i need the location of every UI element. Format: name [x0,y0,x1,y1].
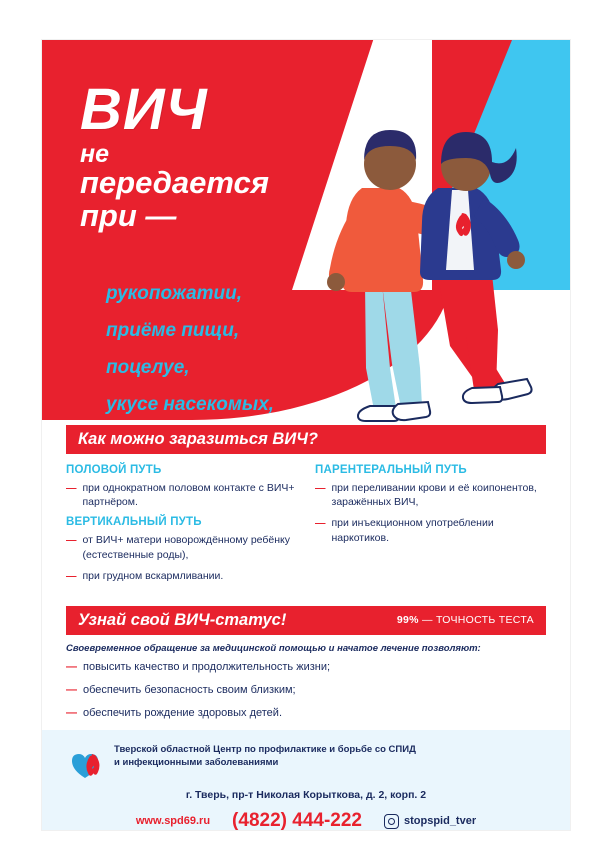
list-item [80,320,340,342]
list-item [315,481,546,509]
item-text: при переливании крови и её коипонентов, заражённых ВИЧ, [331,482,537,509]
list-item [66,569,297,583]
website-link[interactable]: www.spd69.ru [135,815,211,827]
way-label: поцелуе, [106,357,190,378]
subtitle-parenteral: ПАРЕНТЕРАЛЬНЫЙ ПУТЬ [315,464,467,476]
organization-logo-icon [66,744,106,784]
list-item [80,394,340,416]
accuracy-value: 99% [396,614,419,627]
list-item [66,660,546,675]
list-item [66,706,546,721]
item-text: обеспечить безопасность своим близким; [83,683,296,696]
transmission-column-right [315,464,546,590]
item-text: при однократном половом контакте с ВИЧ+ партнёром. [82,482,295,509]
subtitle-sexual: ПОЛОВОЙ ПУТЬ [66,464,162,476]
title-peredaetsya: передается [80,165,270,201]
status-section [42,606,570,721]
dash-bullet-icon: — [80,283,99,304]
way-label: приёме пищи, [106,320,240,341]
footer [42,730,570,830]
transmission-heading-bar [66,425,546,454]
status-heading-bar [66,606,546,635]
dash-bullet-icon: — [315,517,326,530]
title-ne: не [80,140,110,169]
dash-bullet-icon: — [66,482,77,494]
poster-title [80,77,270,233]
dash-bullet-icon: — [80,394,99,415]
dash-bullet-icon: — [66,683,77,696]
subtitle-vertical: ВЕРТИКАЛЬНЫЙ ПУТЬ [66,516,202,529]
organization-name [114,744,416,770]
item-text: повысить качество и продолжительность жизни; [83,660,331,673]
instagram-handle[interactable] [384,814,476,829]
ways-list [80,283,340,425]
list-item [66,533,297,561]
list-item [80,283,340,305]
list-item [66,481,297,509]
poster [42,40,570,830]
item-text: от ВИЧ+ матери новорождённому ребёнку (естественные роды), [82,534,291,561]
dash-bullet-icon: — [66,706,77,719]
org-line-2: и инфекционными заболеваниями [114,756,279,768]
list-item [80,357,340,379]
way-label: рукопожатии, [106,283,243,304]
organization-address: г. Тверь, пр-т Николая Корыткова, д. 2, корп. 2 [185,789,427,801]
dash-bullet-icon: — [315,482,326,494]
title-pri: при — [80,197,177,233]
item-text: при грудном вскармливании. [82,569,224,582]
dash-bullet-icon: — [80,320,99,341]
item-text: при инъекционном употреблении наркотиков. [331,517,494,544]
list-item [315,516,546,544]
instagram-icon [384,814,399,829]
status-accuracy-note [397,614,534,626]
org-line-1: Тверской областной Центр по профилактике и борьбе со СПИД [114,744,416,755]
phone-number[interactable]: (4822) 444-222 [232,810,362,830]
hero-section [42,40,570,425]
status-heading: Узнай свой ВИЧ-статус! [78,610,287,629]
footer-contacts [42,810,570,830]
transmission-heading: Как можно заразиться ВИЧ? [78,430,318,448]
way-label: укусе насекомых, [106,394,274,415]
transmission-columns [66,464,546,590]
accuracy-text: — ТОЧНОСТЬ ТЕСТА [418,614,534,627]
instagram-label: stopspid_tver [403,815,477,827]
dash-bullet-icon: — [66,569,77,582]
list-item [66,683,546,698]
title-vich: ВИЧ [80,77,208,142]
item-text: обеспечить рождение здоровых детей. [83,706,283,719]
transmission-column-left [66,464,297,590]
dash-bullet-icon: — [66,534,77,547]
status-lead-text: Своевременное обращение за медицинской помощью и начатое лечение позволяют: [66,642,481,654]
dash-bullet-icon: — [80,357,99,378]
status-benefits-list [66,660,546,721]
dash-bullet-icon: — [66,660,77,673]
footer-org-block [42,730,570,784]
